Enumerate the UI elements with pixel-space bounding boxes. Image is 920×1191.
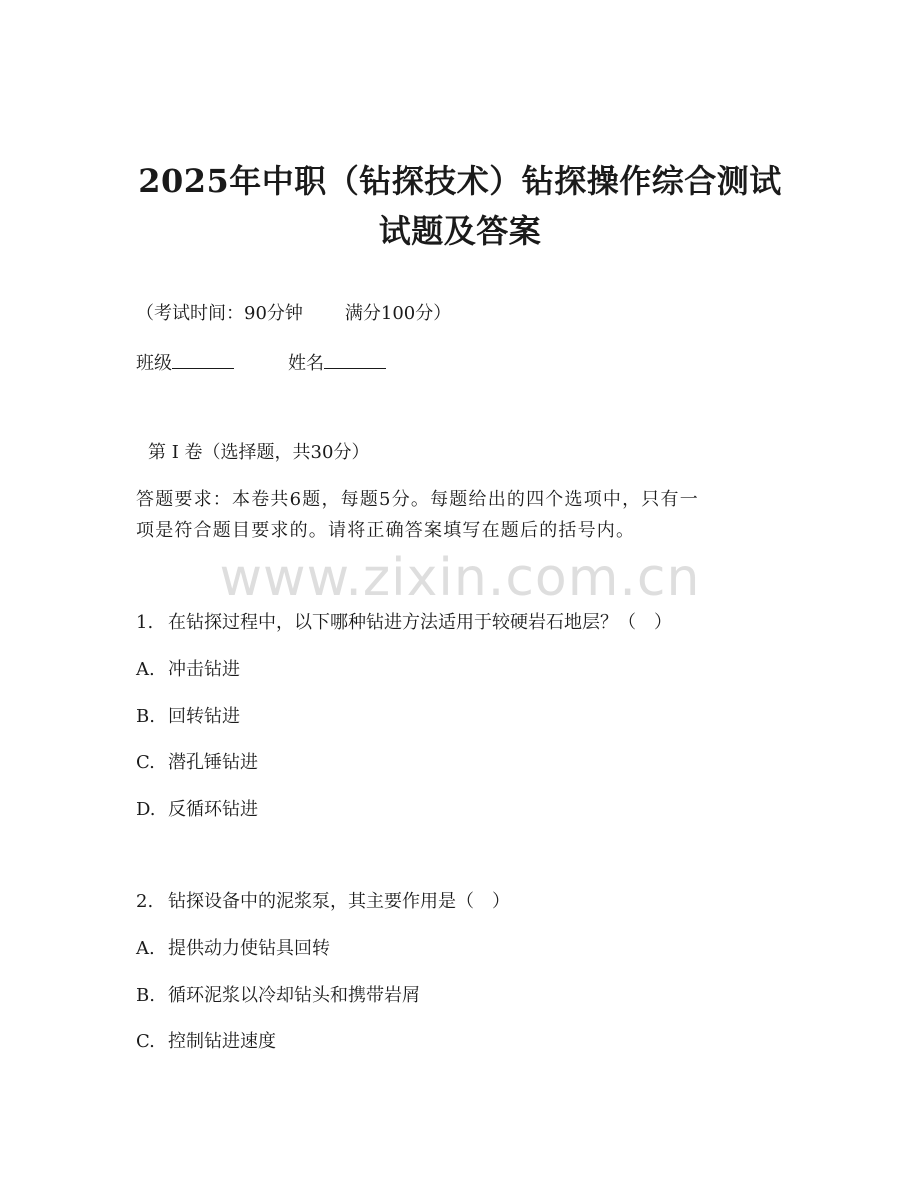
question-number: 1. — [136, 612, 154, 633]
exam-score: 满分100分） — [344, 303, 452, 324]
question-text: 钻探设备中的泥浆泵，其主要作用是（ ） — [168, 891, 510, 912]
option-label: A. — [136, 938, 155, 959]
class-label: 班级 — [136, 353, 172, 374]
question-text: 在钻探过程中，以下哪种钻进方法适用于较硬岩石地层？（ ） — [168, 612, 672, 633]
question-2-option-b — [136, 984, 420, 1008]
watermark: www.zixin.com.cn — [219, 548, 701, 608]
question-2 — [136, 890, 510, 914]
option-text: 反循环钻进 — [168, 799, 258, 820]
class-blank — [172, 350, 234, 369]
option-label: C. — [136, 752, 155, 773]
student-info — [136, 350, 386, 376]
name-label: 姓名 — [288, 353, 324, 374]
requirement-line-2: 项是符合题目要求的。请将正确答案填写在题后的括号内。 — [136, 520, 636, 541]
option-label: A. — [136, 659, 155, 680]
question-1-option-c — [136, 751, 258, 775]
option-text: 回转钻进 — [168, 706, 240, 727]
option-label: B. — [136, 985, 155, 1006]
option-text: 提供动力使钻具回转 — [168, 938, 330, 959]
document-title-line-1: 2025年中职（钻探技术）钻探操作综合测试 — [138, 162, 782, 200]
option-label: C. — [136, 1031, 155, 1052]
option-text: 冲击钻进 — [168, 659, 240, 680]
document-title-line-2: 试题及答案 — [378, 212, 542, 250]
option-text: 循环泥浆以冷却钻头和携带岩屑 — [168, 985, 420, 1006]
question-2-option-c — [136, 1030, 276, 1054]
question-number: 2. — [136, 891, 154, 912]
section-heading: 第 I 卷（选择题，共30分） — [148, 442, 370, 463]
question-1 — [136, 611, 672, 635]
option-label: B. — [136, 706, 155, 727]
option-text: 控制钻进速度 — [168, 1031, 276, 1052]
exam-info — [136, 302, 451, 326]
option-label: D. — [136, 799, 156, 820]
exam-time: （考试时间：90分钟 — [136, 303, 303, 324]
question-1-option-d — [136, 798, 258, 822]
question-1-option-b — [136, 705, 240, 729]
option-text: 潜孔锤钻进 — [168, 752, 258, 773]
question-1-option-a — [136, 658, 240, 682]
requirement-line-1: 答题要求：本卷共6题，每题5分。每题给出的四个选项中，只有一 — [136, 489, 699, 510]
name-blank — [324, 350, 386, 369]
question-2-option-a — [136, 937, 330, 961]
